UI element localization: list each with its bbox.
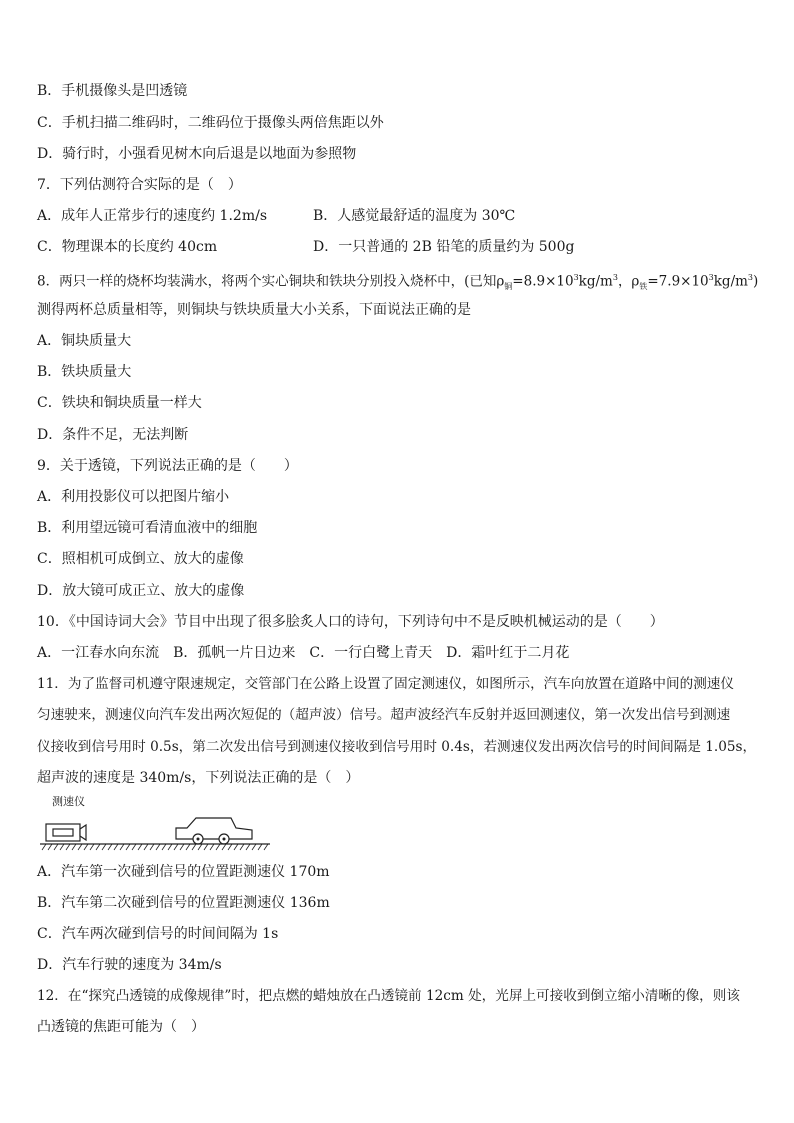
q11-stem-line2: 匀速驶来，测速仪向汽车发出两次短促的（超声波）信号。超声波经汽车反射并返回测速仪，第一次发出信号到测速 [37, 707, 731, 723]
q7-option-d: D．一只普通的 2B 铅笔的质量约为 500g [313, 239, 575, 255]
q10-stem: 10．《中国诗词大会》节目中出现了很多脍炙人口的诗句，下列诗句中不是反映机械运动的是（ ） [37, 614, 664, 630]
car-icon [176, 818, 252, 844]
speed-detector-device [46, 824, 86, 841]
q12-stem-line1: 12．在“探究凸透镜的成像规律”时，把点燃的蜡烛放在凸透镜前 12cm 处，光屏上可接收到倒立缩小清晰的像，则该 [37, 988, 740, 1004]
q10-options-row [37, 643, 583, 663]
q8-stem-line1: 8．两只一样的烧杯均装满水，将两个实心铜块和铁块分别投入烧杯中，(已知$\rho_铜=8.9\times 10^3kg/m^3$，$\rho_铁=7.9\times 10^3kg/m^3$) [37, 273, 759, 292]
q10-option-b: B．孤帆一片日边来 [173, 645, 296, 661]
q8-option-a: A．铜块质量大 [37, 333, 132, 349]
q8-stem-line2: 测得两杯总质量相等，则铜块与铁块质量大小关系，下面说法正确的是 [37, 302, 471, 318]
q6-option-c: C．手机扫描二维码时，二维码位于摄像头两倍焦距以外 [37, 115, 384, 131]
q8-option-b: B．铁块质量大 [37, 364, 132, 380]
q7-row-ab [37, 206, 515, 226]
q11-option-a: A．汽车第一次碰到信号的位置距测速仪 170m [37, 864, 330, 880]
q7-stem: 7．下列估测符合实际的是（ ） [37, 177, 242, 193]
q6-option-d: D．骑行时，小强看见树木向后退是以地面为参照物 [37, 146, 357, 162]
q11-stem-line1: 11．为了监督司机遵守限速规定，交管部门在公路上设置了固定测速仪，如图所示，汽车向放置在道路中间的测速仪 [37, 676, 734, 692]
q11-option-c: C．汽车两次碰到信号的时间间隔为 1s [37, 926, 279, 942]
q10-option-a: A．一江春水向东流 [37, 645, 160, 661]
q11-stem-line4: 超声波的速度是 340m/s，下列说法正确的是（ ） [37, 770, 360, 786]
q11-option-b: B．汽车第二次碰到信号的位置距测速仪 136m [37, 895, 330, 911]
q11-option-d: D．汽车行驶的速度为 34m/s [37, 957, 222, 973]
q9-option-d: D．放大镜可成正立、放大的虚像 [37, 583, 245, 599]
q6-option-b: B．手机摄像头是凹透镜 [37, 83, 188, 99]
road-surface [40, 844, 270, 850]
q8-option-c: C．铁块和铜块质量一样大 [37, 395, 202, 411]
q9-option-c: C．照相机可成倒立、放大的虚像 [37, 551, 244, 567]
q11-stem-line3: 仪接收到信号用时 0.5s，第二次发出信号到测速仪接收到信号用时 0.4s，若测速仪发出两次信号的时间间隔是 1.05s， [37, 739, 757, 755]
q7-option-b: B．人感觉最舒适的温度为 30℃ [313, 208, 516, 224]
q7-row-cd [37, 237, 574, 257]
q9-option-b: B．利用望远镜可看清血液中的细胞 [37, 520, 258, 536]
q8-option-d: D．条件不足，无法判断 [37, 427, 189, 443]
figure-label: 测速仪 [52, 795, 85, 808]
q9-option-a: A．利用投影仪可以把图片缩小 [37, 489, 230, 505]
q7-option-c: C．物理课本的长度约 40cm [37, 239, 218, 255]
speed-detector-figure [40, 795, 270, 855]
q12-stem-line2: 凸透镜的焦距可能为（ ） [37, 1019, 205, 1035]
q7-option-a: A．成年人正常步行的速度约 1.2m/s [37, 208, 268, 224]
q10-option-d: D．霜叶红于二月花 [446, 645, 570, 661]
q10-option-c: C．一行白鹭上青天 [309, 645, 433, 661]
q9-stem: 9．关于透镜，下列说法正确的是（ ） [37, 458, 298, 474]
